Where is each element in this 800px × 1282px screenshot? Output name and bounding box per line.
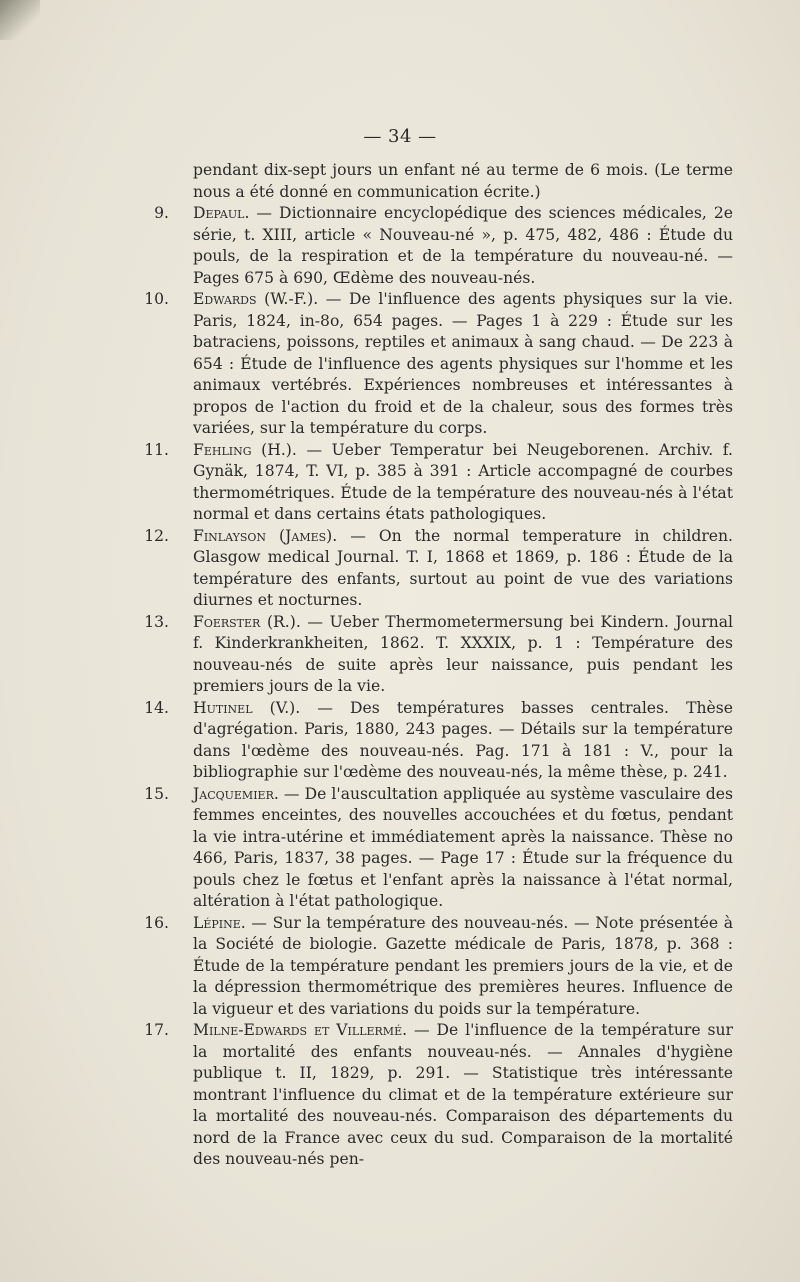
entry-author: Jacquemier. bbox=[193, 784, 279, 803]
entry-number: 13. bbox=[144, 612, 169, 631]
entry-text: — Dictionnaire encyclopédique des sciences médicales, 2e série, t. XIII, article « Nouveau-né », p. 475, 482, 486 : Étude du pouls, de la respiration et de la température du nouveau-né. — Pages 675 à 690, Œdème des nouveau-nés. bbox=[193, 204, 733, 287]
bibliography-entry-16 bbox=[133, 913, 733, 1021]
continuation-paragraph: pendant dix-sept jours un enfant né au terme de 6 mois. (Le terme nous a été donné en communication écrite.) bbox=[193, 161, 733, 201]
entry-number: 15. bbox=[144, 784, 169, 803]
entry-author: Fehling (H.). bbox=[193, 440, 297, 459]
entry-author: Hutinel (V.). bbox=[193, 698, 301, 717]
entry-author: Depaul. bbox=[193, 204, 250, 222]
entry-text: — De l'auscultation appliquée au système vasculaire des femmes enceintes, des nouvelles accouchées et du fœtus, pendant la vie intra-utérine et immédiatement après la naissance. Thèse no 466, Paris, 1837, 38 pages. — Page 17 : Étude sur la fréquence du pouls chez le fœtus et l'enfant après la naissance à l'état normal, altération à l'état pathologique. bbox=[193, 784, 733, 910]
entry-number: 11. bbox=[144, 440, 169, 459]
entry-text: — De l'influence de la température sur la mortalité des enfants nouveau-nés. — Annales d'hygiène publique t. II, 1829, p. 291. — Statistique très intéressante montrant l'influence du climat et de la température extérieure sur la mortalité des nouveau-nés. Comparaison des départements du nord de la France avec ceux du sud. Comparaison de la mortalité des nouveau-nés pen- bbox=[193, 1021, 734, 1168]
bibliography-entry-17 bbox=[133, 1020, 733, 1171]
entry-text: — Sur la température des nouveau-nés. — Note présentée à la Société de biologie. Gazette médicale de Paris, 1878, p. 368 : Étude de la température pendant les premiers jours de la vie, et de la dépression thermométrique des premières heures. Influence de la vigueur et des variations du poids sur la température. bbox=[193, 913, 733, 1018]
bibliography-entry-11 bbox=[133, 440, 733, 526]
entry-author: Milne-Edwards et Villermé. bbox=[193, 1021, 408, 1039]
entry-text: — Ueber Thermometermersung bei Kindern. Journal f. Kinderkrankheiten, 1862. T. XXXIX, p. 1 : Température des nouveau-nés de suite après leur naissance, puis pendant les premiers jours de la vie. bbox=[193, 612, 733, 695]
entry-number: 9. bbox=[154, 204, 169, 222]
page-number: — 34 — bbox=[363, 126, 437, 147]
page-corner-shadow bbox=[0, 0, 40, 40]
bibliography-entry-9 bbox=[133, 203, 733, 289]
entry-number: 17. bbox=[144, 1021, 169, 1039]
bibliography-entry-14 bbox=[133, 698, 733, 784]
entry-author: Edwards (W.-F.). bbox=[193, 290, 319, 308]
entry-text: — Des températures basses centrales. Thèse d'agrégation. Paris, 1880, 243 pages. — Détails sur la température dans l'œdème des nouveau-nés. Pag. 171 à 181 : V., pour la bibliographie sur l'œdème des nouveau-nés, la même thèse, p. 241. bbox=[193, 698, 733, 781]
entry-author: Lépine. bbox=[193, 913, 246, 932]
entry-number: 14. bbox=[144, 698, 169, 717]
entry-number: 16. bbox=[144, 913, 169, 932]
bibliography-entry-13 bbox=[133, 612, 733, 698]
entry-text: — De l'influence des agents physiques sur la vie. Paris, 1824, in-8o, 654 pages. — Pages 1 à 229 : Étude sur les batraciens, poissons, reptiles et animaux à sang chaud. — De 223 à 654 : Étude de l'influence des agents physiques sur l'homme et les animaux vertébrés. Expériences nombreuses et intéressantes à propos de l'action du froid et de la chaleur, sous des formes très variées, sur la température du corps. bbox=[193, 290, 734, 437]
bibliography-entry-15 bbox=[133, 784, 733, 913]
entry-author: Finlayson (James). bbox=[193, 526, 338, 545]
bibliography-entry-10 bbox=[133, 289, 733, 440]
entry-text: — On the normal temperature in children. Glasgow medical Journal. T. I, 1868 et 1869, p. 186 : Étude de la température des enfants, surtout au point de vue des variations diurnes et nocturnes. bbox=[193, 526, 734, 609]
entry-text: — Ueber Temperatur bei Neugeborenen. Archiv. f. Gynäk, 1874, T. VI, p. 385 à 391 : Article accompagné de courbes thermométriques. Étude de la température des nouveau-nés à l'état normal et dans certains états pathologiques. bbox=[193, 440, 733, 523]
entry-number: 10. bbox=[144, 290, 169, 308]
entry-number: 12. bbox=[144, 526, 169, 545]
bibliography-text bbox=[133, 160, 733, 1171]
bibliography-entry-12 bbox=[133, 526, 733, 612]
entry-author: Foerster (R.). bbox=[193, 612, 301, 631]
